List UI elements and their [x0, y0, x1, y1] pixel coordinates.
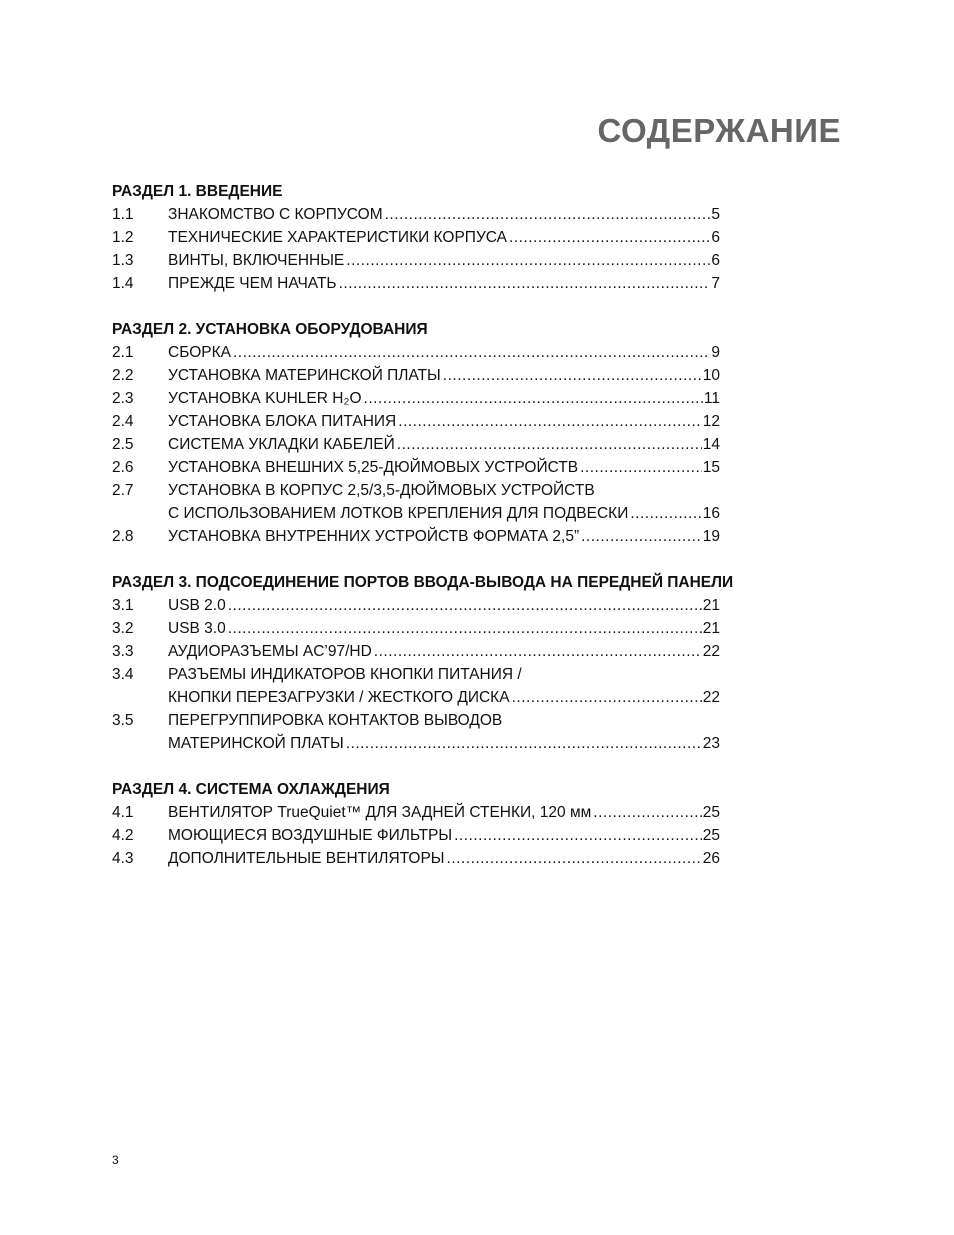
entry-page: 22: [702, 643, 720, 660]
page-title: СОДЕРЖАНИЕ: [597, 112, 841, 149]
dot-leader: [447, 847, 702, 870]
entry-number: 3.1: [112, 597, 134, 614]
dot-leader: [228, 617, 702, 640]
entry-number: 3.2: [112, 620, 134, 637]
entry-title: УСТАНОВКА МАТЕРИНСКОЙ ПЛАТЫ: [168, 367, 441, 384]
entry-title: МАТЕРИНСКОЙ ПЛАТЫ: [168, 735, 344, 752]
page-number: 3: [112, 1153, 119, 1167]
entry-number: 3.5: [112, 712, 134, 729]
toc-entry: [112, 801, 772, 824]
entry-line: [168, 249, 720, 272]
entry-number: 1.2: [112, 229, 134, 246]
entry-title: УСТАНОВКА ВНЕШНИХ 5,25-ДЮЙМОВЫХ УСТРОЙСТВ: [168, 459, 579, 476]
entry-line: [168, 456, 720, 479]
toc-entry: [112, 709, 772, 755]
entry-page: 9: [711, 344, 720, 361]
toc-section: [112, 571, 772, 755]
toc-entry: [112, 525, 772, 548]
entry-line: [168, 272, 720, 295]
entry-page: 6: [711, 229, 720, 246]
entry-title: МОЮЩИЕСЯ ВОЗДУШНЫЕ ФИЛЬТРЫ: [168, 827, 453, 844]
entry-title: РАЗЪЕМЫ ИНДИКАТОРОВ КНОПКИ ПИТАНИЯ /: [168, 666, 522, 683]
entry-number: 1.3: [112, 252, 134, 269]
toc-entry: [112, 433, 772, 456]
dot-leader: [580, 456, 702, 479]
entry-page: 5: [711, 206, 720, 223]
entry-number: 2.2: [112, 367, 134, 384]
entry-line: [168, 525, 720, 548]
entry-line: [168, 364, 720, 387]
toc-entry: [112, 226, 772, 249]
entry-page: 21: [702, 620, 720, 637]
toc-entry: [112, 640, 772, 663]
entry-number: 3.4: [112, 666, 134, 683]
dot-leader: [233, 341, 710, 364]
toc-entry: [112, 847, 772, 870]
entry-title: УСТАНОВКА В КОРПУС 2,5/3,5-ДЮЙМОВЫХ УСТРОЙСТВ: [168, 482, 595, 499]
entry-title: ЗНАКОМСТВО С КОРПУСОМ: [168, 206, 383, 223]
entry-title: ТЕХНИЧЕСКИЕ ХАРАКТЕРИСТИКИ КОРПУСА: [168, 229, 507, 246]
entry-title: АУДИОРАЗЪЕМЫ AC’97/HD: [168, 643, 372, 660]
entry-body: [168, 617, 720, 640]
entry-body: [168, 709, 720, 755]
dot-leader: [346, 249, 710, 272]
entry-page: 16: [702, 505, 720, 522]
toc-entry: [112, 617, 772, 640]
entry-line: [168, 824, 720, 847]
entry-number: 2.5: [112, 436, 134, 453]
toc-entry: [112, 272, 772, 295]
toc-entry: [112, 341, 772, 364]
entry-title: ВИНТЫ, ВКЛЮЧЕННЫЕ: [168, 252, 345, 269]
entry-page: 19: [702, 528, 720, 545]
entry-body: [168, 364, 720, 387]
entry-body: [168, 479, 720, 525]
entry-page: 26: [702, 850, 720, 867]
entry-page: 6: [711, 252, 720, 269]
entry-line: [168, 226, 720, 249]
entry-title: С ИСПОЛЬЗОВАНИЕМ ЛОТКОВ КРЕПЛЕНИЯ ДЛЯ ПОДВЕСКИ: [168, 505, 629, 522]
entry-title: СБОРКА: [168, 344, 231, 361]
toc-entry: [112, 456, 772, 479]
entry-line: [168, 709, 720, 732]
entry-number: 2.6: [112, 459, 134, 476]
entry-title: USB 3.0: [168, 620, 226, 637]
entry-body: [168, 249, 720, 272]
entry-title: КНОПКИ ПЕРЕЗАГРУЗКИ / ЖЕСТКОГО ДИСКА: [168, 689, 510, 706]
entry-body: [168, 801, 720, 824]
entry-line: [168, 686, 720, 709]
entry-number: 3.3: [112, 643, 134, 660]
entry-line: [168, 640, 720, 663]
entry-line: [168, 502, 720, 525]
entry-number: 2.3: [112, 390, 134, 407]
entry-body: [168, 824, 720, 847]
entry-body: [168, 226, 720, 249]
entry-page: 12: [702, 413, 720, 430]
entry-body: [168, 663, 720, 709]
entry-page: 7: [711, 275, 720, 292]
table-of-contents: [112, 180, 772, 893]
entry-title: УСТАНОВКА ВНУТРЕННИХ УСТРОЙСТВ ФОРМАТА 2,5”: [168, 528, 580, 545]
section-heading: РАЗДЕЛ 1. ВВЕДЕНИЕ: [112, 183, 283, 200]
entry-line: [168, 847, 720, 870]
entry-body: [168, 456, 720, 479]
entry-line: [168, 203, 720, 226]
entry-page: 25: [702, 804, 720, 821]
entry-body: [168, 847, 720, 870]
toc-entry: [112, 249, 772, 272]
entry-page: 15: [702, 459, 720, 476]
entry-page: 23: [702, 735, 720, 752]
entry-page: 14: [702, 436, 720, 453]
entry-title: УСТАНОВКА KUHLER H₂O: [168, 390, 362, 407]
toc-entry: [112, 594, 772, 617]
entry-page: 10: [702, 367, 720, 384]
dot-leader: [512, 686, 702, 709]
dot-leader: [339, 272, 711, 295]
entry-body: [168, 594, 720, 617]
entry-line: [168, 594, 720, 617]
dot-leader: [397, 433, 702, 456]
dot-leader: [385, 203, 711, 226]
section-heading: РАЗДЕЛ 4. СИСТЕМА ОХЛАЖДЕНИЯ: [112, 781, 390, 798]
entry-page: 21: [702, 597, 720, 614]
toc-entry: [112, 663, 772, 709]
entry-body: [168, 341, 720, 364]
entry-title: ПРЕЖДЕ ЧЕМ НАЧАТЬ: [168, 275, 337, 292]
dot-leader: [630, 502, 701, 525]
dot-leader: [593, 801, 701, 824]
entry-title: USB 2.0: [168, 597, 226, 614]
toc-entry: [112, 203, 772, 226]
toc-entry: [112, 824, 772, 847]
toc-entry: [112, 387, 772, 410]
entry-body: [168, 203, 720, 226]
entry-title: УСТАНОВКА БЛОКА ПИТАНИЯ: [168, 413, 397, 430]
entry-body: [168, 525, 720, 548]
entry-line: [168, 410, 720, 433]
entry-title: СИСТЕМА УКЛАДКИ КАБЕЛЕЙ: [168, 436, 395, 453]
entry-line: [168, 617, 720, 640]
entry-title: ДОПОЛНИТЕЛЬНЫЕ ВЕНТИЛЯТОРЫ: [168, 850, 445, 867]
entry-page: 22: [702, 689, 720, 706]
dot-leader: [364, 387, 703, 410]
entry-line: [168, 663, 720, 686]
toc-section: [112, 778, 772, 870]
entry-number: 2.4: [112, 413, 134, 430]
entry-body: [168, 640, 720, 663]
dot-leader: [454, 824, 702, 847]
section-heading: РАЗДЕЛ 3. ПОДСОЕДИНЕНИЕ ПОРТОВ ВВОДА-ВЫВОДА НА ПЕРЕДНЕЙ ПАНЕЛИ: [112, 574, 734, 591]
entry-line: [168, 387, 720, 410]
toc-entry: [112, 364, 772, 387]
entry-body: [168, 410, 720, 433]
entry-title: ВЕНТИЛЯТОР TrueQuiet™ ДЛЯ ЗАДНЕЙ СТЕНКИ, 120 мм: [168, 804, 592, 821]
dot-leader: [228, 594, 702, 617]
dot-leader: [509, 226, 710, 249]
entry-title: ПЕРЕГРУППИРОВКА КОНТАКТОВ ВЫВОДОВ: [168, 712, 503, 729]
dot-leader: [398, 410, 701, 433]
entry-line: [168, 732, 720, 755]
entry-number: 2.7: [112, 482, 134, 499]
toc-entry: [112, 410, 772, 433]
entry-body: [168, 433, 720, 456]
entry-line: [168, 479, 720, 502]
entry-number: 4.2: [112, 827, 134, 844]
entry-number: 1.4: [112, 275, 134, 292]
toc-entry: [112, 479, 772, 525]
entry-number: 2.8: [112, 528, 134, 545]
entry-number: 2.1: [112, 344, 134, 361]
section-heading: РАЗДЕЛ 2. УСТАНОВКА ОБОРУДОВАНИЯ: [112, 321, 428, 338]
toc-section: [112, 180, 772, 295]
entry-number: 4.1: [112, 804, 134, 821]
dot-leader: [346, 732, 702, 755]
entry-line: [168, 801, 720, 824]
entry-page: 25: [702, 827, 720, 844]
entry-line: [168, 341, 720, 364]
toc-section: [112, 318, 772, 548]
dot-leader: [443, 364, 702, 387]
entry-line: [168, 433, 720, 456]
entry-number: 4.3: [112, 850, 134, 867]
entry-body: [168, 387, 720, 410]
entry-page: 11: [703, 390, 720, 407]
entry-body: [168, 272, 720, 295]
entry-number: 1.1: [112, 206, 134, 223]
dot-leader: [581, 525, 702, 548]
dot-leader: [374, 640, 702, 663]
